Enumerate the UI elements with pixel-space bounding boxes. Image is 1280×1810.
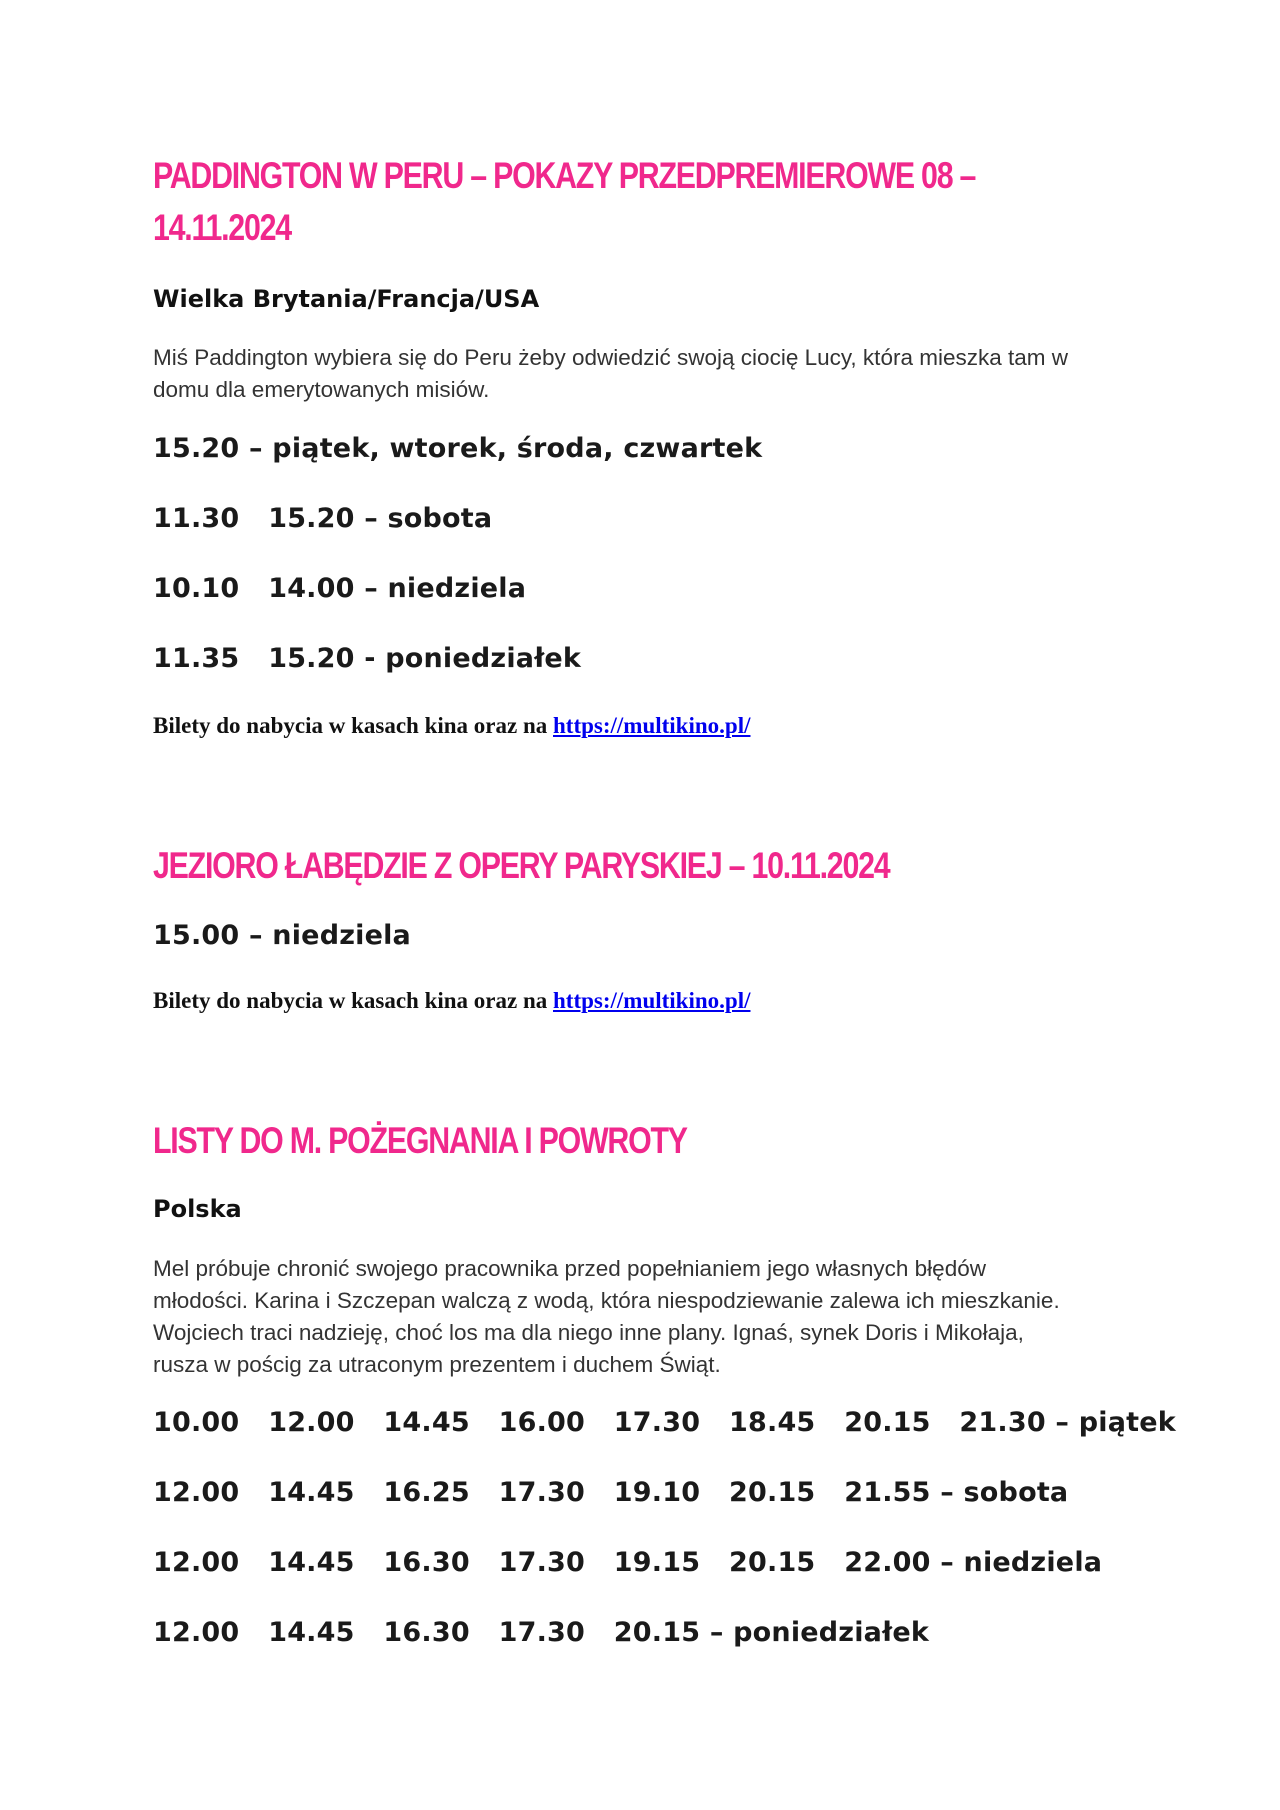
- showtime-row: 15.00 – niedziela: [153, 920, 411, 951]
- showtime-row: 11.30 15.20 – sobota: [153, 503, 493, 534]
- showtime-row: 11.35 15.20 - poniedziałek: [153, 643, 582, 674]
- tickets-info: [153, 988, 750, 1014]
- description-line: rusza w pościg za utraconym prezentem i duchem Świąt.: [153, 1352, 721, 1377]
- description-line: Wojciech traci nadzieję, choć los ma dla niego inne plany. Ignaś, synek Doris i Mikołaja,: [153, 1320, 1024, 1345]
- film-description: [153, 1253, 1143, 1381]
- description-line: domu dla emerytowanych misiów.: [153, 377, 490, 402]
- description-line: Mel próbuje chronić swojego pracownika przed popełnianiem jego własnych błędów: [153, 1256, 986, 1281]
- multikino-link[interactable]: https://multikino.pl/: [553, 988, 751, 1013]
- section-swan-lake: [153, 840, 1280, 892]
- showtime-row: 12.00 14.45 16.25 17.30 19.10 20.15 21.55 – sobota: [153, 1477, 1069, 1508]
- tickets-text: Bilety do nabycia w kasach kina oraz na: [153, 713, 553, 738]
- film-description: [153, 342, 1143, 406]
- film-origin: Polska: [153, 1195, 242, 1223]
- showtime-row: 15.20 – piątek, wtorek, środa, czwartek: [153, 433, 763, 464]
- description-line: młodości. Karina i Szczepan walczą z wodą, która niespodziewanie zalewa ich mieszkanie.: [153, 1288, 1060, 1313]
- film-origin: Wielka Brytania/Francja/USA: [153, 285, 540, 313]
- tickets-info: [153, 713, 750, 739]
- showtime-row: 10.10 14.00 – niedziela: [153, 573, 527, 604]
- film-title: [153, 150, 1137, 254]
- section-listy-do-m: [153, 1115, 1280, 1167]
- film-title: JEZIORO ŁABĘDZIE Z OPERY PARYSKIEJ – 10.11.2024: [153, 845, 890, 886]
- showtime-row: 12.00 14.45 16.30 17.30 19.15 20.15 22.00 – niedziela: [153, 1547, 1103, 1578]
- film-title-line2: 14.11.2024: [153, 207, 291, 248]
- section-paddington: [153, 150, 1280, 254]
- multikino-link[interactable]: https://multikino.pl/: [553, 713, 751, 738]
- description-line: Miś Paddington wybiera się do Peru żeby odwiedzić swoją ciocię Lucy, która mieszka tam w: [153, 345, 1068, 370]
- showtime-row: 12.00 14.45 16.30 17.30 20.15 – poniedziałek: [153, 1617, 929, 1648]
- film-title-line1: PADDINGTON W PERU – POKAZY PRZEDPREMIEROWE 08 –: [153, 155, 976, 196]
- film-title: LISTY DO M. POŻEGNANIA I POWROTY: [153, 1120, 687, 1161]
- showtime-row: 10.00 12.00 14.45 16.00 17.30 18.45 20.15 21.30 – piątek: [153, 1407, 1176, 1438]
- tickets-text: Bilety do nabycia w kasach kina oraz na: [153, 988, 553, 1013]
